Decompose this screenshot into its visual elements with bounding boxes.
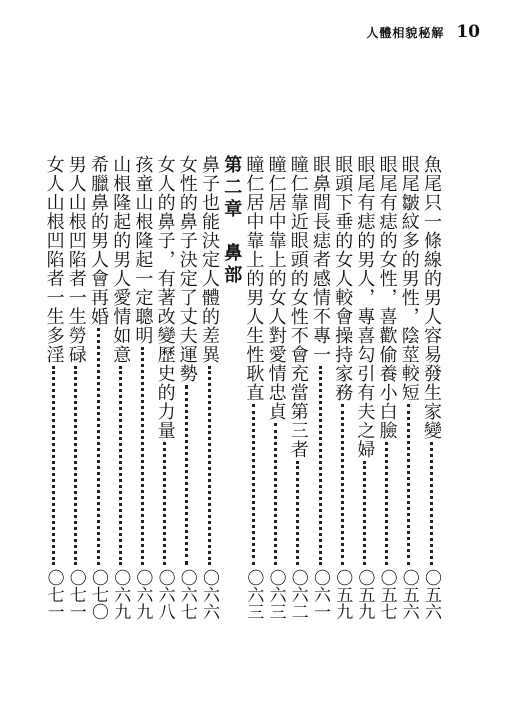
book-title: 人體相貌秘解 [366, 26, 445, 40]
running-header [320, 22, 480, 42]
dot-leader [385, 442, 388, 565]
toc-entry [353, 155, 375, 620]
toc-entry [398, 155, 420, 620]
toc-page-number: 〇五七 [376, 569, 397, 620]
dot-leader [274, 423, 277, 565]
toc-entry [242, 155, 264, 620]
toc-entry [376, 155, 398, 620]
dot-leader [163, 442, 166, 565]
toc-page-number: 〇七一 [65, 569, 86, 620]
chapter-heading [220, 155, 242, 620]
toc-entry [420, 155, 442, 620]
toc-page-number: 〇七〇 [88, 569, 108, 620]
toc-entry [43, 155, 65, 620]
toc-entry-title: 鼻子也能決定人體的差異 [199, 155, 220, 364]
toc-page-number: 〇七一 [43, 569, 64, 620]
toc-entry-title: 瞳仁居中靠上的女人對愛情忠貞 [265, 155, 287, 421]
dot-leader [363, 461, 366, 565]
toc-entry-title: 眼尾皺紋多的男性，陰莖較短 [398, 155, 420, 402]
toc-entry [131, 155, 153, 620]
toc-page-number: 〇六八 [154, 569, 175, 620]
toc-entry-title: 眼尾有痣的男人，專喜勾引有夫之婦 [354, 155, 376, 459]
toc-page-number: 〇六九 [110, 569, 131, 620]
toc-entry-title: 山根隆起的男人愛情如意 [110, 155, 132, 364]
toc-page-number: 〇五六 [398, 569, 419, 620]
toc-entry [176, 155, 198, 620]
toc-page-number: 〇五九 [354, 569, 375, 620]
toc-entry-title: 女性的鼻子決定了丈夫運勢 [176, 155, 198, 383]
dot-leader [430, 442, 433, 565]
toc-entry [65, 155, 87, 620]
toc-entry-title: 男人山根凹陷者一生勞碌 [65, 155, 87, 364]
toc-page-number: 〇六六 [199, 569, 219, 620]
toc-entry [331, 155, 353, 620]
toc-entry-title: 瞳仁居中靠上的男人生性耿直 [243, 155, 265, 402]
toc-entry-title: 女人的鼻子，有著改變歷史的力量 [154, 155, 176, 440]
toc-entry-title: 孩童山根隆起一定聰明 [132, 155, 154, 345]
toc-entry [309, 155, 331, 620]
dot-leader [52, 366, 55, 565]
page-number: 10 [456, 22, 480, 42]
toc-entry-title: 女人山根凹陷者一生多淫 [43, 155, 65, 364]
toc-page-number: 〇五六 [421, 569, 441, 620]
dot-leader [296, 461, 299, 565]
toc-entry [87, 155, 109, 620]
toc-page-number: 〇六三 [243, 569, 264, 620]
dot-leader [119, 366, 122, 565]
dot-leader [319, 366, 322, 565]
toc-entry-title: 瞳仁靠近眼頭的女性不會充當第三者 [287, 155, 309, 459]
dot-leader [252, 404, 255, 565]
toc-entry-title: 希臘鼻的男人會再婚 [88, 155, 109, 326]
toc-entry-title: 眼尾有痣的女性，喜歡偷養小白臉 [376, 155, 398, 440]
toc-entry [154, 155, 176, 620]
dot-leader [185, 385, 188, 565]
toc-entry [109, 155, 131, 620]
dot-leader [407, 404, 410, 565]
dot-leader [141, 347, 144, 565]
toc-entry-title: 眼頭下垂的女人較會操持家務 [332, 155, 354, 402]
toc-page-number: 〇六三 [265, 569, 286, 620]
toc-entry [198, 155, 220, 620]
dot-leader [208, 366, 211, 565]
toc-page-number: 〇六七 [176, 569, 197, 620]
dot-leader [97, 328, 100, 565]
toc-page-number: 〇六二 [287, 569, 308, 620]
toc-page-number: 〇五九 [332, 569, 353, 620]
toc-entry-title: 眼鼻間長痣者感情不專一 [310, 155, 331, 364]
dot-leader [341, 404, 344, 565]
toc-page-number: 〇六九 [132, 569, 153, 620]
toc-page-number: 〇六一 [310, 569, 330, 620]
toc-entry-title: 魚尾只一條線的男人容易發生家變 [421, 155, 442, 440]
toc-entry [287, 155, 309, 620]
chapter-title: 第二章 鼻部 [221, 155, 243, 287]
toc-entry [265, 155, 287, 620]
dot-leader [74, 366, 77, 565]
